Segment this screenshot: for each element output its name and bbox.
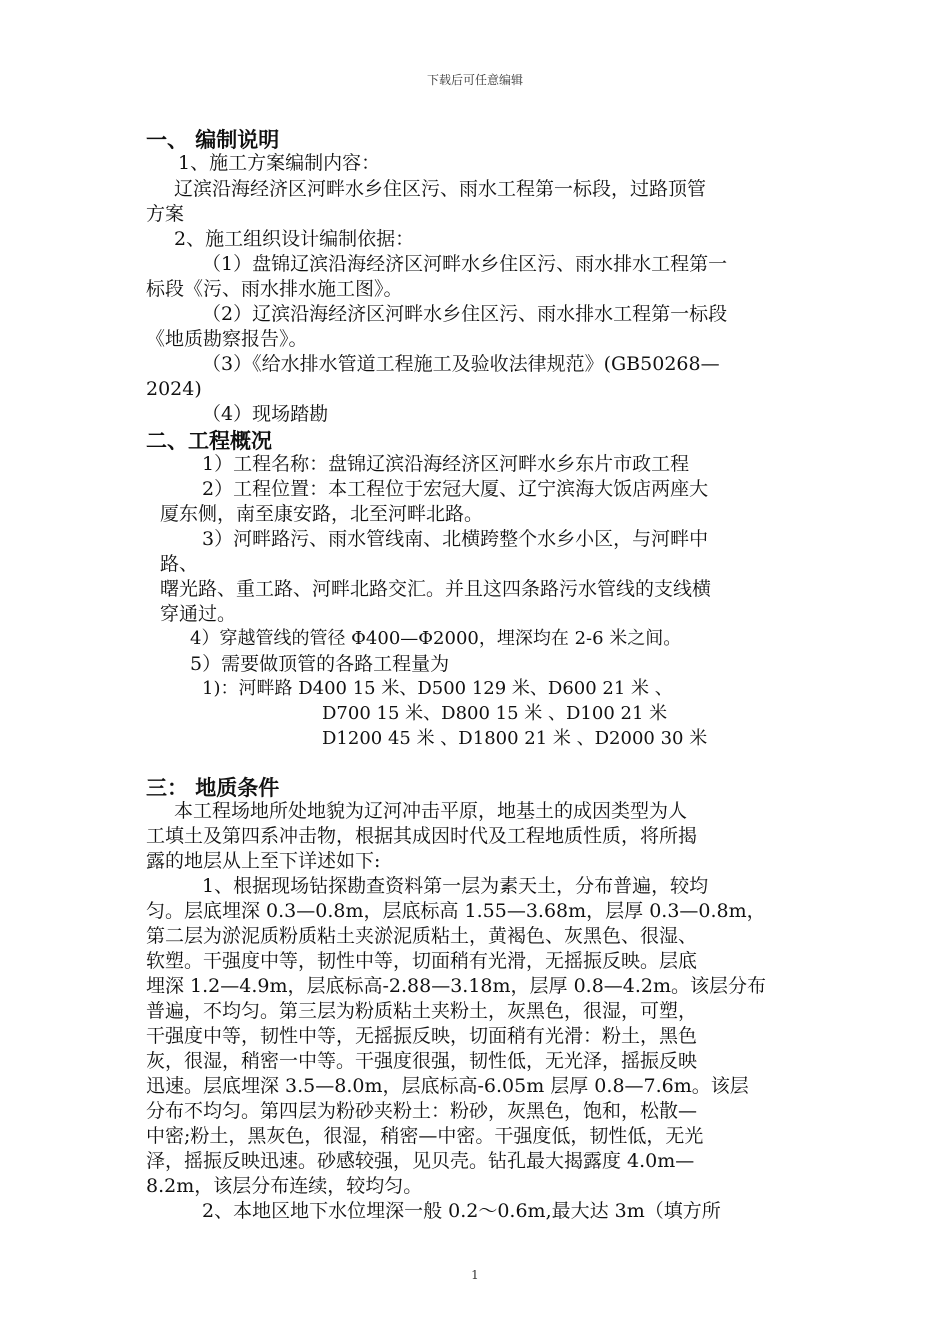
page-number: 1 <box>471 1268 479 1282</box>
paragraph-line: 曙光路、重工路、河畔北路交汇。并且这四条路污水管线的支线横 <box>160 578 712 600</box>
paragraph-line: 埋深 1.2—4.9m，层底标高-2.88—3.18m，层厚 0.8—4.2m。该层分布 <box>146 975 767 997</box>
paragraph-line: （1）盘锦辽滨沿海经济区河畔水乡住区污、雨水排水工程第一 <box>202 253 728 275</box>
paragraph-line: 第二层为淤泥质粉质粘土夹淤泥质粘土，黄褐色、灰黑色、很湿、 <box>146 925 698 947</box>
paragraph-line: 工填土及第四系冲击物，根据其成因时代及工程地质性质，将所揭 <box>146 825 698 847</box>
paragraph-line: 1）工程名称：盘锦辽滨沿海经济区河畔水乡东片市政工程 <box>202 453 690 475</box>
paragraph-line: 2、施工组织设计编制依据： <box>174 228 415 250</box>
paragraph-line: （3）《给水排水管道工程施工及验收法律规范》(GB50268— <box>202 353 720 375</box>
paragraph-line: 路、 <box>160 553 199 575</box>
quantity-line: D1200 45 米 、D1800 21 米 、D2000 30 米 <box>322 728 708 749</box>
paragraph-line: 迅速。层底埋深 3.5—8.0m，层底标高-6.05m 层厚 0.8—7.6m。该层 <box>146 1075 749 1097</box>
paragraph-line: （4）现场踏勘 <box>202 403 329 425</box>
quantity-line: D700 15 米、D800 15 米 、D100 21 米 <box>322 703 668 724</box>
paragraph-line: 匀。层底埋深 0.3—0.8m，层底标高 1.55—3.68m，层厚 0.3—0.8m， <box>146 900 766 922</box>
paragraph-line: 3）河畔路污、雨水管线南、北横跨整个水乡小区，与河畔中 <box>202 528 709 550</box>
paragraph-line: 厦东侧，南至康安路，北至河畔北路。 <box>160 503 484 525</box>
paragraph-line: 干强度中等，韧性中等，无摇振反映，切面稍有光滑：粉土，黑色 <box>146 1025 698 1047</box>
paragraph-line: 4）穿越管线的管径 Φ400—Φ2000，埋深均在 2-6 米之间。 <box>190 628 682 649</box>
paragraph-line: 辽滨沿海经济区河畔水乡住区污、雨水工程第一标段，过路顶管 <box>174 178 707 200</box>
quantity-line: 1)：河畔路 D400 15 米、D500 129 米、D600 21 米 、 <box>202 678 673 699</box>
section-2-heading: 二、工程概况 <box>146 429 272 453</box>
paragraph-line: 方案 <box>146 203 185 225</box>
paragraph-line: 泽，摇振反映迅速。砂感较强，见贝壳。钻孔最大揭露度 4.0m— <box>146 1150 695 1172</box>
paragraph-line: （2）辽滨沿海经济区河畔水乡住区污、雨水排水工程第一标段 <box>202 303 728 325</box>
paragraph-line: 分布不均匀。第四层为粉砂夹粉土：粉砂，灰黑色，饱和，松散— <box>146 1100 698 1122</box>
paragraph-line: 8.2m，该层分布连续，较均匀。 <box>146 1175 423 1197</box>
paragraph-line: 灰，很湿，稍密一中等。干强度很强，韧性低，无光泽，摇振反映 <box>146 1050 698 1072</box>
paragraph-line: 露的地层从上至下详述如下: <box>146 850 381 872</box>
paragraph-line: 1、施工方案编制内容： <box>178 152 381 174</box>
section-1-heading: 一、 编制说明 <box>146 128 280 152</box>
paragraph-line: 穿通过。 <box>160 603 237 625</box>
paragraph-line: 2、本地区地下水位埋深一般 0.2～0.6m,最大达 3m（填方所 <box>202 1200 721 1222</box>
paragraph-line: 中密;粉土，黑灰色，很湿，稍密—中密。干强度低，韧性低，无光 <box>146 1125 704 1147</box>
paragraph-line: 普遍，不均匀。第三层为粉质粘土夹粉土，灰黑色，很湿，可塑， <box>146 1000 698 1022</box>
paragraph-line: 标段《污、雨水排水施工图》。 <box>146 278 403 300</box>
section-3-heading: 三： 地质条件 <box>146 776 280 800</box>
paragraph-line: 2024) <box>146 378 202 400</box>
paragraph-line: 软塑。干强度中等，韧性中等，切面稍有光滑，无摇振反映。层底 <box>146 950 698 972</box>
page-header: 下载后可任意编辑 <box>426 73 523 87</box>
paragraph-line: 本工程场地所处地貌为辽河冲击平原，地基土的成因类型为人 <box>174 800 688 822</box>
paragraph-line: 1、根据现场钻探勘查资料第一层为素天土，分布普遍，较均 <box>202 875 709 897</box>
paragraph-line: 《地质勘察报告》。 <box>146 328 308 350</box>
paragraph-line: 5）需要做顶管的各路工程量为 <box>190 653 450 675</box>
paragraph-line: 2）工程位置：本工程位于宏冠大厦、辽宁滨海大饭店两座大 <box>202 478 709 500</box>
